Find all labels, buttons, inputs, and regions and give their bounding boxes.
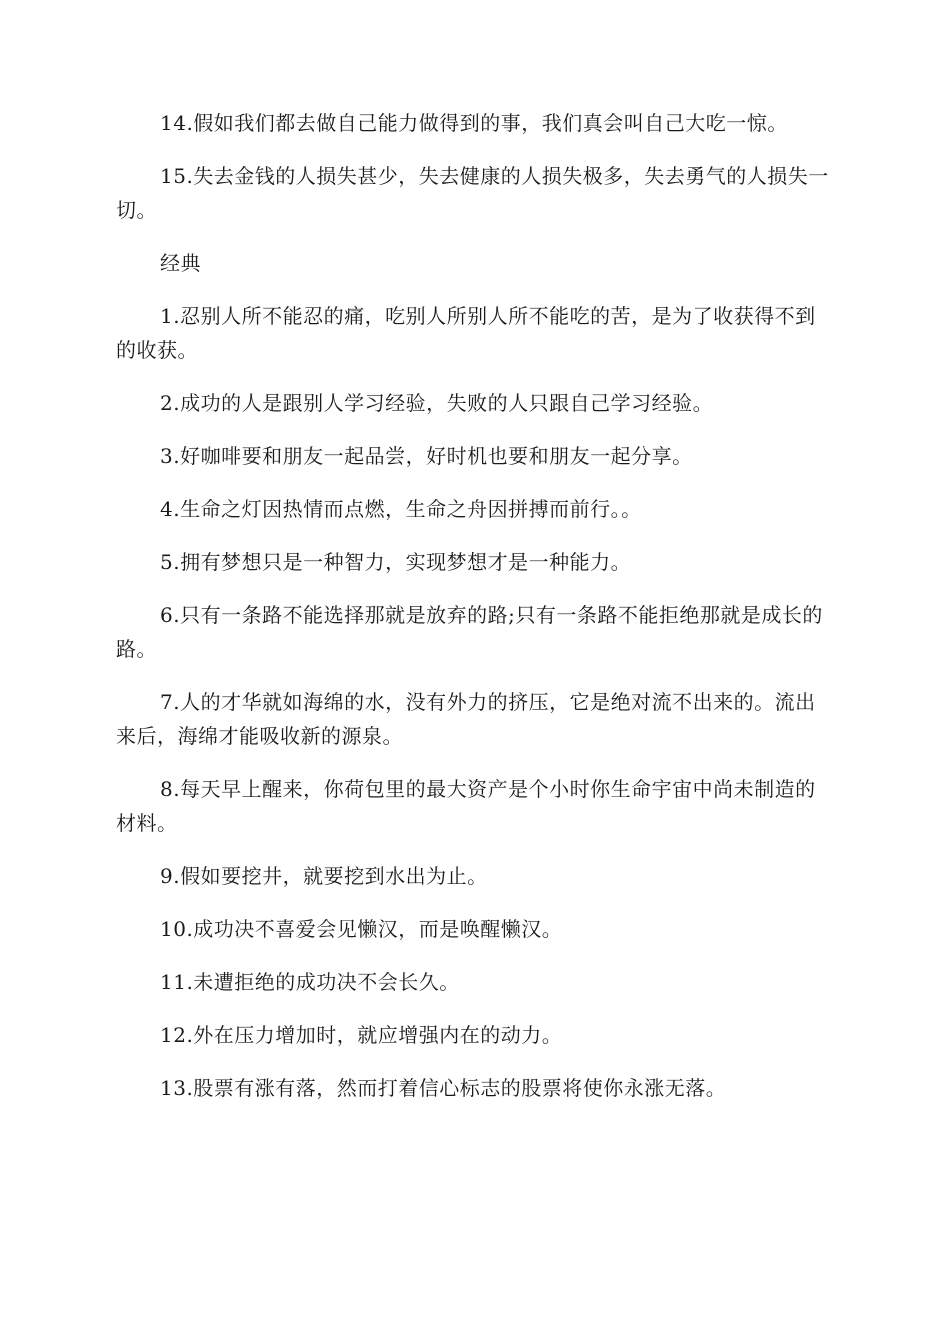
paragraph-classic-9: 9.假如要挖井，就要挖到水出为止。 — [160, 864, 488, 888]
paragraph-classic-5: 5.拥有梦想只是一种智力，实现梦想才是一种能力。 — [160, 550, 632, 574]
paragraph-classic-8: 8.每天早上醒来，你荷包里的最大资产是个小时你生命宇宙中尚未制造的材料。 — [116, 777, 816, 835]
paragraph-classic-11: 11.未遭拒绝的成功决不会长久。 — [160, 970, 460, 994]
paragraph-classic-1: 1.忍别人所不能忍的痛，吃别人所别人所不能吃的苦，是为了收获得不到的收获。 — [116, 304, 816, 362]
section-heading: 经典 — [160, 251, 201, 275]
paragraph-quote-14: 14.假如我们都去做自己能力做得到的事，我们真会叫自己大吃一惊。 — [160, 111, 788, 135]
paragraph-classic-12: 12.外在压力增加时，就应增强内在的动力。 — [160, 1023, 563, 1047]
paragraph-classic-13: 13.股票有涨有落，然而打着信心标志的股票将使你永涨无落。 — [160, 1076, 727, 1100]
paragraph-classic-3: 3.好咖啡要和朋友一起品尝，好时机也要和朋友一起分享。 — [160, 444, 693, 468]
paragraph-classic-7: 7.人的才华就如海绵的水，没有外力的挤压，它是绝对流不出来的。流出来后，海绵才能吸收新的源泉。 — [116, 690, 816, 748]
paragraph-quote-15: 15.失去金钱的人损失甚少，失去健康的人损失极多，失去勇气的人损失一切。 — [116, 164, 829, 222]
paragraph-classic-10: 10.成功决不喜爱会见懒汉，而是唤醒懒汉。 — [160, 917, 563, 941]
paragraph-classic-6: 6.只有一条路不能选择那就是放弃的路;只有一条路不能拒绝那就是成长的路。 — [116, 603, 823, 661]
paragraph-classic-4: 4.生命之灯因热情而点燃，生命之舟因拼搏而前行。。 — [160, 497, 642, 521]
paragraph-classic-2: 2.成功的人是跟别人学习经验，失败的人只跟自己学习经验。 — [160, 391, 714, 415]
